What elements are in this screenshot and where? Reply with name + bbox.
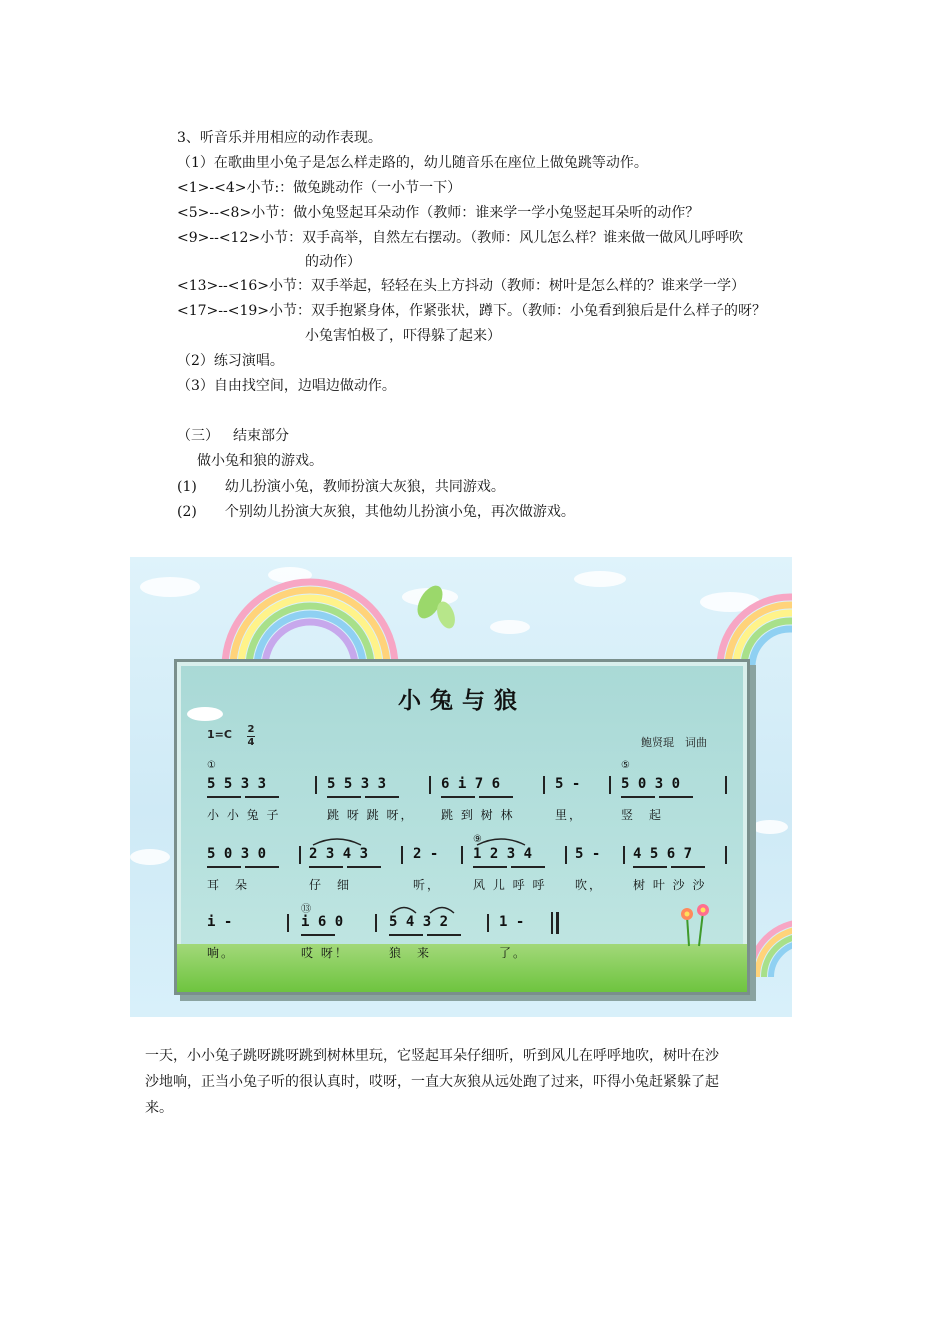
flower-icon [675, 902, 715, 948]
barline [299, 846, 301, 864]
slur [309, 836, 365, 846]
lyrics-measure-10: 吹， [575, 878, 604, 892]
measure-mark-13: ⑬ [301, 904, 311, 915]
notes-measure-3: 6 i 7 6 [441, 776, 501, 792]
lyrics-measure-11: 树 叶 沙 沙 [633, 878, 707, 892]
author-credit: 鲍贤琨 词曲 [641, 736, 707, 749]
beam-underline [659, 796, 693, 798]
notes-measure-8: 2 - [413, 846, 439, 862]
game-text: 做小兔和狼的游戏。 [197, 453, 323, 469]
bar-9-12-text: <9>--<12>小节：双手高举，自然左右摆动。（教师：风儿怎么样？谁来做一做风儿呼呼吹 [177, 230, 744, 246]
rainbow-bottom-right [750, 922, 792, 977]
game-item-1-number: (1) [177, 479, 197, 495]
barline [315, 776, 317, 794]
beam-underline [365, 796, 399, 798]
rainbow-left [225, 582, 395, 667]
barline [725, 846, 727, 864]
item2-text: （2）练习演唱。 [177, 353, 284, 369]
lyrics-measure-5: 竖 起 [621, 808, 664, 822]
bar-17-19-text: <17>--<19>小节：双手抱紧身体，作紧张状，蹲下。（教师：小兔看到狼后是什么样子的呀？ [177, 303, 767, 319]
final-barline [551, 912, 553, 934]
step3-title: 3、听音乐并用相应的动作表现。 [177, 130, 382, 146]
bar-17-19-continued: 小兔害怕极了，吓得躲了起来） [305, 328, 501, 344]
beam-underline [511, 866, 545, 868]
beam-underline [245, 866, 279, 868]
beam-underline [671, 866, 705, 868]
lyrics-measure-2: 跳 呀 跳 呀， [327, 808, 415, 822]
game-item-2 [177, 502, 575, 522]
song-title: 小兔与狼 [398, 688, 526, 714]
score-board [174, 659, 750, 995]
lyrics-measure-7: 仔 细 [309, 878, 352, 892]
lyrics-measure-6: 耳 朵 [207, 878, 250, 892]
barline [565, 846, 567, 864]
notes-measure-12: i - [207, 914, 233, 930]
lyrics-measure-13: 哎 呀！ [301, 946, 349, 960]
notes-measure-15: 1 - [499, 914, 525, 930]
meter-bottom: 4 [247, 737, 255, 748]
lyrics-measure-3: 跳 到 树 林 [441, 808, 515, 822]
beam-underline [389, 934, 423, 936]
notes-measure-11: 4 5 6 7 [633, 846, 693, 862]
lyrics-measure-4: 里， [555, 808, 584, 822]
lyrics-measure-9: 风 儿 呼 呼 [473, 878, 547, 892]
story-line-3: 来。 [145, 1100, 173, 1116]
beam-underline [207, 866, 241, 868]
meter-top: 2 [247, 724, 255, 735]
lyrics-measure-14: 狼 来 [389, 946, 432, 960]
ending-heading-text: 结束部分 [233, 428, 289, 444]
bar-9-12-continued: 的动作） [305, 254, 361, 270]
bar-1-4-text: <1>-<4>小节:：做兔跳动作（一小节一下） [177, 180, 462, 196]
notes-measure-7: 2 3 4 3 [309, 846, 369, 862]
beam-underline [327, 796, 361, 798]
game-item-2-text: 个别幼儿扮演大灰狼，其他幼儿扮演小兔，再次做游戏。 [224, 504, 575, 520]
barline [725, 776, 727, 794]
notes-measure-6: 5 0 3 0 [207, 846, 267, 862]
grass-strip [177, 944, 747, 992]
measure-mark-1: ① [207, 760, 216, 771]
game-item-1 [177, 477, 505, 497]
barline [287, 914, 289, 932]
ending-heading-number: （三） [177, 428, 219, 444]
beam-underline [441, 796, 475, 798]
beam-underline [309, 866, 343, 868]
notes-measure-13: i 6 0 [301, 914, 344, 930]
slur [427, 904, 457, 914]
song-score-illustration [130, 557, 792, 1017]
bar-5-8-text: <5>--<8>小节：做小兔竖起耳朵动作（教师：谁来学一学小兔竖起耳朵听的动作？ [177, 205, 700, 221]
measure-mark-5: ⑤ [621, 760, 630, 771]
game-item-1-text: 幼儿扮演小兔，教师扮演大灰狼，共同游戏。 [224, 479, 505, 495]
notes-measure-14: 5 4 3 2 [389, 914, 449, 930]
beam-underline [427, 934, 461, 936]
notes-measure-2: 5 5 3 3 [327, 776, 387, 792]
notes-measure-4: 5 - [555, 776, 581, 792]
ending-heading [177, 426, 289, 446]
barline [623, 846, 625, 864]
measure-mark-9: ⑨ [473, 834, 482, 845]
bar-13-16-text: <13>--<16>小节：双手举起，轻轻在头上方抖动（教师：树叶是怎么样的？谁来学一学） [177, 278, 746, 294]
item1-text: （1）在歌曲里小兔子是怎么样走路的，幼儿随音乐在座位上做兔跳等动作。 [177, 155, 648, 171]
beam-underline [479, 796, 513, 798]
notes-measure-9: 1 2 3 4 [473, 846, 533, 862]
notes-measure-10: 5 - [575, 846, 601, 862]
beam-underline [347, 866, 381, 868]
barline [543, 776, 545, 794]
beam-underline [245, 796, 279, 798]
final-barline [556, 912, 559, 934]
lyrics-measure-12: 响。 [207, 946, 236, 960]
notes-measure-5: 5 0 3 0 [621, 776, 681, 792]
lyrics-measure-8: 听， [413, 878, 442, 892]
time-signature [247, 725, 255, 748]
barline [429, 776, 431, 794]
beam-underline [621, 796, 655, 798]
key-signature: 1=C [207, 728, 232, 741]
beam-underline [633, 866, 667, 868]
notes-measure-1: 5 5 3 3 [207, 776, 267, 792]
story-line-2: 沙地响，正当小兔子听的很认真时，哎呀，一直大灰狼从远处跑了过来，吓得小兔赶紧躲了起 [145, 1074, 719, 1090]
barline [401, 846, 403, 864]
beam-underline [473, 866, 507, 868]
game-item-2-number: (2) [177, 504, 197, 520]
story-line-1: 一天，小小兔子跳呀跳呀跳到树林里玩，它竖起耳朵仔细听，听到风儿在呼呼地吹，树叶在沙 [145, 1048, 719, 1064]
slur [389, 904, 419, 914]
barline [461, 846, 463, 864]
barline [487, 914, 489, 932]
slur [473, 836, 529, 846]
lyrics-measure-15: 了。 [499, 946, 528, 960]
beam-underline [207, 796, 241, 798]
barline [609, 776, 611, 794]
lyrics-measure-1: 小 小 兔 子 [207, 808, 281, 822]
beam-underline [301, 934, 335, 936]
barline [375, 914, 377, 932]
item3-text: （3）自由找空间，边唱边做动作。 [177, 378, 396, 394]
